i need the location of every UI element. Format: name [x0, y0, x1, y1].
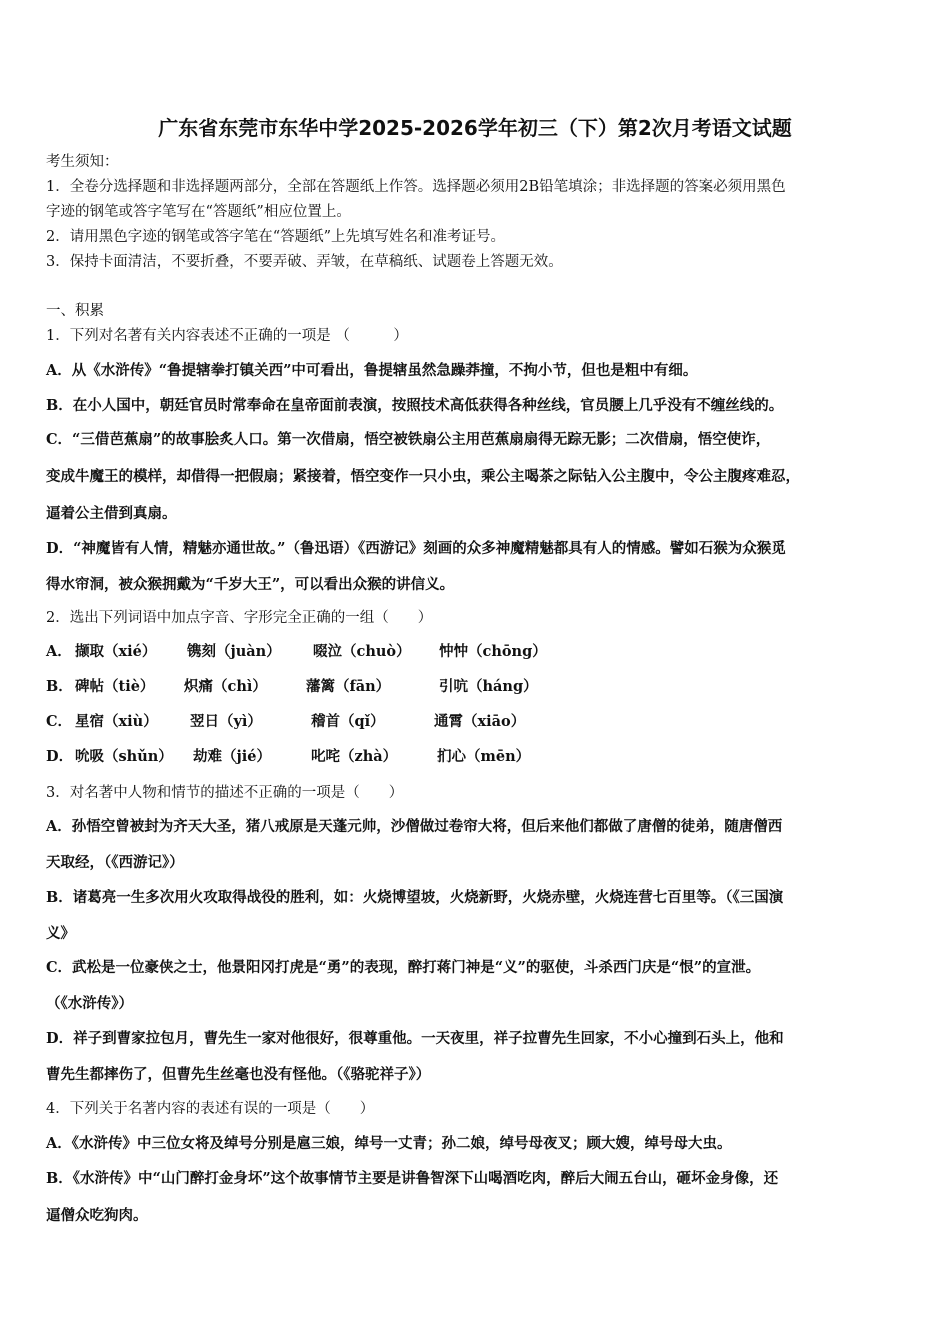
notice-item-1-cont: 字迹的钢笔或答字笔写在“答题纸”相应位置上。	[46, 204, 351, 220]
question-2-row-b-item: 碑帖（tiè）	[75, 678, 155, 695]
question-3-option-d-cont: 曹先生都摔伤了，但曹先生丝毫也没有怪他。（《骆驼祥子》）	[46, 1066, 431, 1083]
question-3-option-b-cont: 义》	[46, 925, 75, 942]
question-2-row-b-item: 炽痛（chì）	[184, 678, 267, 695]
question-3-option-c: C．武松是一位豪侠之士，他景阳冈打虎是“勇”的表现，醉打蒋门神是“义”的驱使，斗杀西门庆是“恨”的宣泄。	[46, 959, 761, 976]
question-3-stem: 3．对名著中人物和情节的描述不正确的一项是（ ）	[46, 785, 404, 801]
question-3-option-a: A．孙悟空曾被封为齐天大圣，猪八戒原是天蓬元帅，沙僧做过卷帘大将，但后来他们都做了唐僧的徒弟，随唐僧西	[46, 818, 783, 835]
question-2-stem: 2．选出下列词语中加点字音、字形完全正确的一组（ ）	[46, 610, 433, 626]
question-2-row-b-item: 藩篱（fān）	[306, 678, 391, 695]
question-1-option-a: A．从《水浒传》“鲁提辖拳打镇关西”中可看出，鲁提辖虽然急躁莽撞，不拘小节，但也是粗中有细。	[46, 362, 698, 379]
question-1-option-c: C．“三借芭蕉扇”的故事脍炙人口。第一次借扇，悟空被铁扇公主用芭蕉扇扇得无踪无影；二次借扇，悟空使诈，	[46, 431, 771, 448]
notice-heading: 考生须知：	[46, 154, 119, 170]
question-3-option-c-cont: （《水浒传》）	[46, 995, 133, 1012]
notice-item-2: 2．请用黑色字迹的钢笔或答字笔在“答题纸”上先填写姓名和准考证号。	[46, 229, 506, 245]
question-2-row-d-item: 叱咤（zhà）	[311, 748, 398, 765]
notice-item-1: 1．全卷分选择题和非选择题两部分，全部在答题纸上作答。选择题必须用2B铅笔填涂；非选择题的答案必须用黑色	[46, 179, 786, 195]
question-2-row-c-item: 翌日（yì）	[190, 713, 262, 730]
question-2-row-d-item: 劫难（jié）	[193, 748, 271, 765]
question-4-option-a: A．《水浒传》中三位女将及绰号分别是扈三娘，绰号一丈青；孙二娘，绰号母夜叉；顾大嫂，绰号母大虫。	[46, 1135, 732, 1152]
question-1-option-c-cont: 逼着公主借到真扇。	[46, 505, 177, 522]
question-2-row-c-item: 星宿（xiù）	[75, 713, 158, 730]
question-2-row-a-label: A．	[46, 643, 72, 660]
question-3-option-d: D．祥子到曹家拉包月，曹先生一家对他很好，很尊重他。一天夜里，祥子拉曹先生回家，不小心撞到石头上，他和	[46, 1030, 784, 1047]
question-2-row-b-item: 引吭（háng）	[439, 678, 538, 695]
question-4-option-b: B．《水浒传》中“山门醉打金身坏”这个故事情节主要是讲鲁智深下山喝酒吃肉，醉后大闹五台山，砸坏金身像，还	[46, 1170, 779, 1187]
question-2-row-a-item: 镌刻（juàn）	[187, 643, 281, 660]
question-2-row-c-label: C．	[46, 713, 73, 730]
question-2-row-d-item: 吮吸（shǔn）	[75, 748, 173, 765]
question-2-row-d-label: D．	[46, 748, 74, 765]
question-1-option-d-cont: 得水帘洞，被众猴拥戴为“千岁大王”，可以看出众猴的讲信义。	[46, 576, 455, 593]
page-title: 广东省东莞市东华中学2025-2026学年初三（下）第2次月考语文试题	[158, 116, 792, 140]
question-1-option-d: D．“神魔皆有人情，精魅亦通世故。”（鲁迅语）《西游记》刻画的众多神魔精魅都具有人的情感。譬如石猴为众猴觅	[46, 540, 786, 557]
question-2-row-a-item: 忡忡（chōng）	[439, 643, 547, 660]
question-4-option-b-cont: 逼僧众吃狗肉。	[46, 1207, 148, 1224]
question-3-option-a-cont: 天取经，（《西游记》）	[46, 854, 184, 871]
question-3-option-b: B．诸葛亮一生多次用火攻取得战役的胜利，如：火烧博望坡，火烧新野，火烧赤壁，火烧连营七百里等。（《三国演	[46, 889, 784, 906]
question-2-row-c-item: 通霄（xiāo）	[434, 713, 526, 730]
question-2-row-d-item: 扪心（mēn）	[437, 748, 531, 765]
question-1-option-b: B．在小人国中，朝廷官员时常奉命在皇帝面前表演，按照技术高低获得各种丝线，官员腰上几乎没有不缠丝线的。	[46, 397, 784, 414]
question-2-row-c-item: 稽首（qǐ）	[311, 713, 385, 730]
section-heading: 一、积累	[46, 303, 104, 319]
question-1-option-c-cont: 变成牛魔王的模样，却借得一把假扇；紧接着，悟空变作一只小虫，乘公主喝茶之际钻入公主腹中，令公主腹疼难忍，	[46, 468, 800, 485]
question-4-stem: 4．下列关于名著内容的表述有误的一项是（ ）	[46, 1101, 375, 1117]
notice-item-3: 3．保持卡面清洁，不要折叠，不要弄破、弄皱，在草稿纸、试题卷上答题无效。	[46, 254, 563, 270]
question-2-row-b-label: B．	[46, 678, 73, 695]
question-2-row-a-item: 啜泣（chuò）	[313, 643, 411, 660]
question-2-row-a-item: 撷取（xié）	[75, 643, 157, 660]
question-1-stem: 1．下列对名著有关内容表述不正确的一项是 （ ）	[46, 328, 408, 344]
